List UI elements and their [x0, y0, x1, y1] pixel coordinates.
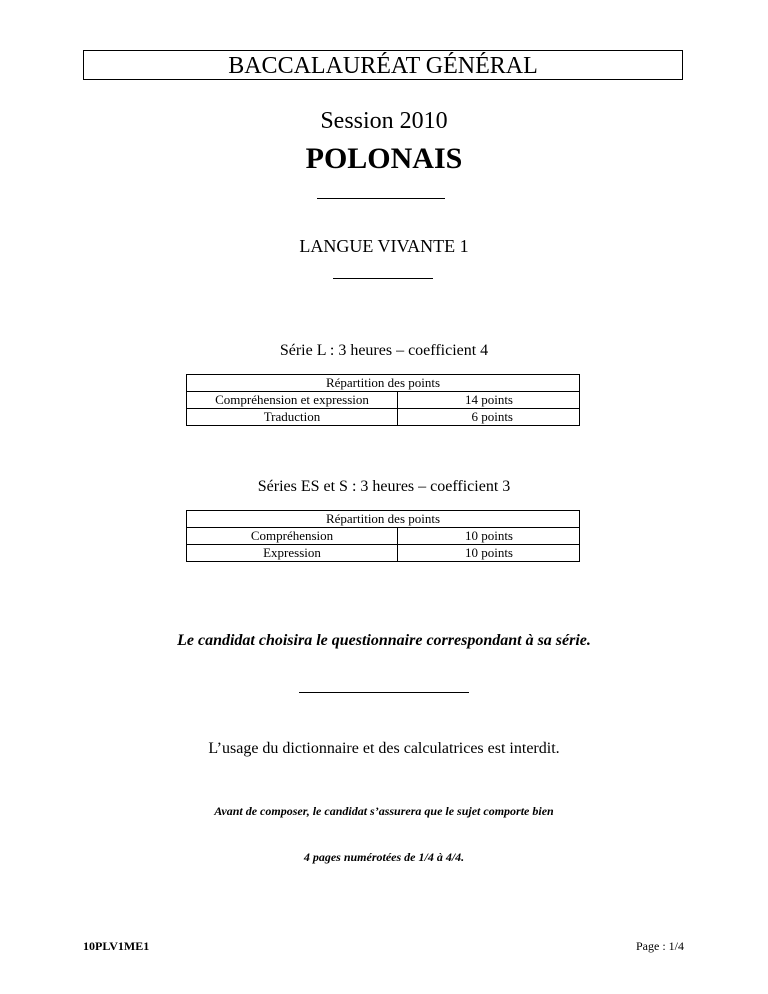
table-cell-points: 14 points [398, 392, 580, 409]
candidat-instruction: Le candidat choisira le questionnaire correspondant à sa série. [177, 632, 591, 649]
table-header-cell: Répartition des points [187, 511, 580, 528]
verification-notice: Avant de composer, le candidat s’assurera que le sujet comporte bien [214, 804, 554, 818]
page-count-notice: 4 pages numérotées de 1/4 à 4/4. [303, 850, 465, 864]
table-cell-points: 6 points [398, 409, 580, 426]
table-cell-points: 10 points [398, 528, 580, 545]
serie-es-s-heading: Séries ES et S : 3 heures – coefficient 3 [257, 478, 511, 495]
table-cell-label: Traduction [187, 409, 398, 426]
table-cell-label: Compréhension et expression [187, 392, 398, 409]
serie-l-heading: Série L : 3 heures – coefficient 4 [279, 342, 489, 359]
session-label: Session 2010 [320, 108, 448, 134]
divider [333, 278, 433, 279]
table-cell-label: Compréhension [187, 528, 398, 545]
table-row [187, 528, 580, 545]
table-cell-label: Expression [187, 545, 398, 562]
table-header-cell: Répartition des points [187, 375, 580, 392]
table-row [187, 375, 580, 392]
exam-title: BACCALAURÉAT GÉNÉRAL [83, 50, 683, 80]
page-number: Page : 1/4 [636, 939, 684, 953]
divider [317, 198, 445, 199]
serie-es-s-points-table [186, 510, 580, 562]
table-row [187, 545, 580, 562]
divider [299, 692, 469, 693]
table-row [187, 392, 580, 409]
subject-title: POLONAIS [305, 142, 463, 175]
langue-label: LANGUE VIVANTE 1 [299, 236, 469, 256]
document-code: 10PLV1ME1 [83, 939, 150, 953]
table-cell-points: 10 points [398, 545, 580, 562]
serie-l-points-table [186, 374, 580, 426]
table-row [187, 511, 580, 528]
usage-notice: L’usage du dictionnaire et des calculatrices est interdit. [208, 740, 560, 757]
table-row [187, 409, 580, 426]
